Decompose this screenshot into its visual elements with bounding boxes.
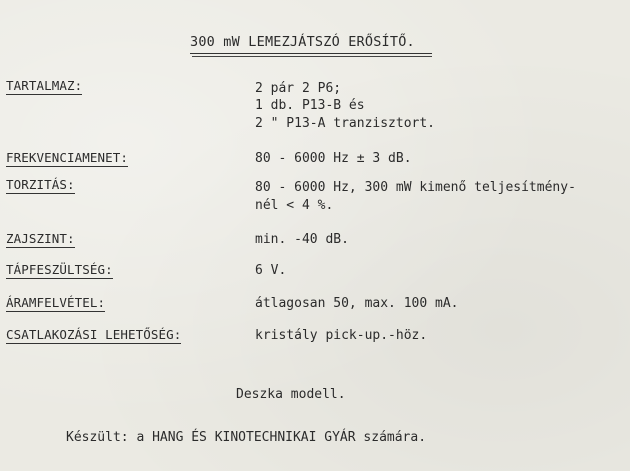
spec-value-contents-line3: 2 " P13-A tranzisztort. [255, 116, 436, 131]
spec-value-distortion-line2: nél < 4 %. [255, 198, 334, 213]
spec-value-noise-level: min. -40 dB. [255, 232, 349, 247]
title-underline [190, 53, 432, 54]
spec-value-distortion-line1: 80 - 6000 Hz, 300 mW kimenő teljesítmény- [255, 180, 576, 195]
spec-label-frequency-response: FREKVENCIAMENET: [6, 150, 129, 165]
spec-label-contents: TARTALMAZ: [6, 78, 83, 93]
spec-label-noise-level: ZAJSZINT: [6, 231, 75, 246]
title-underline-double [192, 56, 432, 57]
spec-value-contents-line2: 1 db. P13-B és [255, 98, 365, 113]
manufacturer-note: Készült: a HANG ÉS KINOTECHNIKAI GYÁR számára. [66, 430, 427, 445]
spec-label-current-draw: ÁRAMFELVÉTEL: [6, 295, 106, 310]
spec-value-connection: kristály pick-up.-höz. [255, 328, 428, 343]
document-title: 300 mW LEMEZJÁTSZÓ ERŐSÍTŐ. [190, 34, 415, 50]
spec-value-current-draw: átlagosan 50, max. 100 mA. [255, 296, 459, 311]
model-note: Deszka modell. [236, 387, 346, 402]
spec-label-supply-voltage: TÁPFESZÜLTSÉG: [6, 262, 113, 277]
spec-label-distortion: TORZITÁS: [6, 177, 75, 192]
spec-value-supply-voltage: 6 V. [255, 263, 287, 278]
spec-label-connection: CSATLAKOZÁSI LEHETŐSÉG: [6, 327, 182, 342]
spec-value-contents-line1: 2 pár 2 P6; [255, 81, 342, 96]
spec-value-frequency-response: 80 - 6000 Hz ± 3 dB. [255, 151, 412, 166]
